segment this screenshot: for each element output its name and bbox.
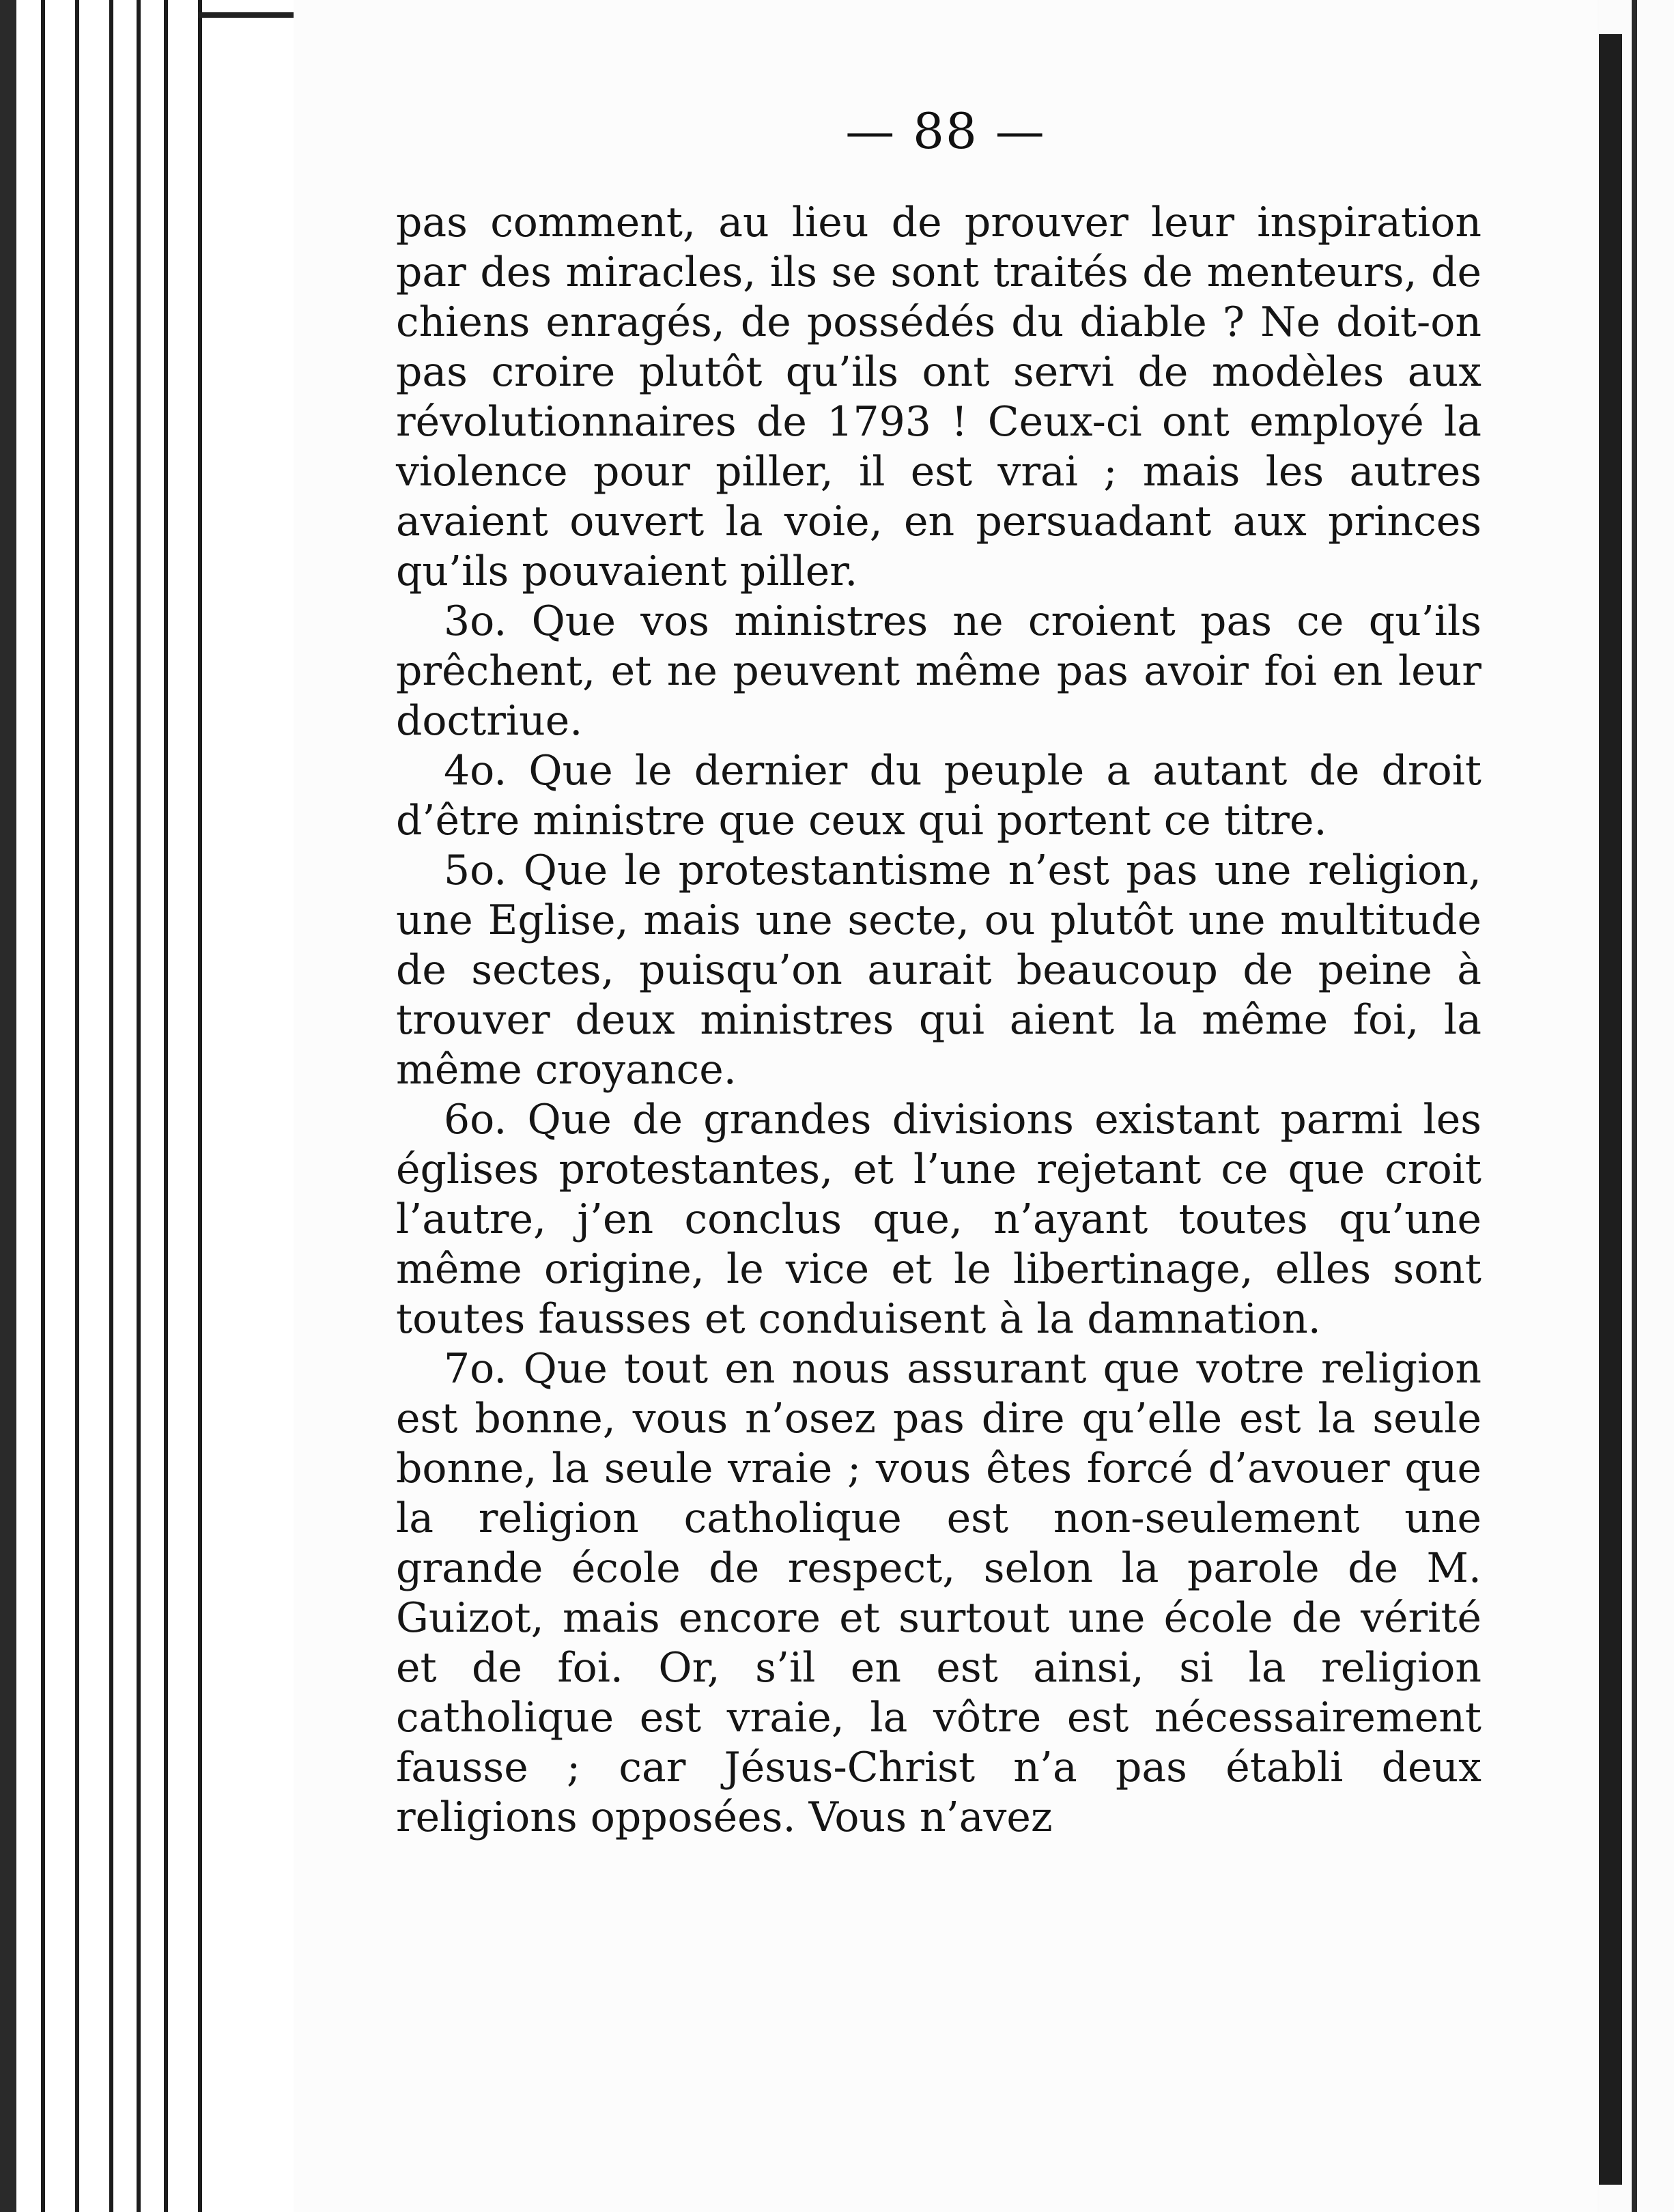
page-leaf-edge xyxy=(75,0,79,2212)
paragraph: 6o. Que de grandes divisions existant parmi les églises protestantes, et l’une rejetant ce que croit l’autre, j’en conclus que, n’ayant toutes qu’une même origine, le vice et le libertinage, elles sont toutes fausses et conduisent à la damnation. xyxy=(396,1096,1481,1343)
page-sheet xyxy=(294,0,1598,2212)
right-binding-edge xyxy=(1599,0,1674,2212)
page-leaf-edge xyxy=(41,0,45,2212)
page-leaf-edge xyxy=(109,0,113,2212)
page-body-text xyxy=(396,198,1481,1843)
page-leaf-edge xyxy=(198,0,202,2212)
page-leaf-edge xyxy=(164,0,168,2212)
paragraph: 3o. Que vos ministres ne croient pas ce qu’ils prêchent, et ne peuvent même pas avoir foi en leur doctriue. xyxy=(396,597,1481,745)
paragraph: 7o. Que tout en nous assurant que votre religion est bonne, vous n’osez pas dire qu’elle est la seule bonne, la seule vraie ; vous êtes forcé d’avouer que la religion catholique est non-seulement une grande école de respect, selon la parole de M. Guizot, mais encore et surtout une école de vérité et de foi. Or, s’il en est ainsi, si la religion catholique est vraie, la vôtre est nécessairement fausse ; car Jésus-Christ n’a pas établi deux religions opposées. Vous n’avez xyxy=(396,1345,1481,1841)
page-leaf-edge xyxy=(137,0,141,2212)
binding-line xyxy=(1632,0,1637,2212)
paragraph: pas comment, au lieu de prouver leur inspiration par des miracles, ils se sont traités de menteurs, de chiens enragés, de possédés du diable ? Ne doit-on pas croire plutôt qu’ils ont servi de modèles aux révolutionnaires de 1793 ! Ceux-ci ont employé la violence pour piller, il est vrai ; mais les autres avaient ouvert la voie, en persuadant aux princes qu’ils pouvaient piller. xyxy=(396,199,1481,595)
paragraph: 4o. Que le dernier du peuple a autant de droit d’être ministre que ceux qui portent ce titre. xyxy=(396,747,1481,845)
page-number: — 88 — xyxy=(845,102,1046,160)
paragraph: 5o. Que le protestantisme n’est pas une religion, une Eglise, mais une secte, ou plutôt une multitude de sectes, puisqu’on aurait beaucoup de peine à trouver deux ministres qui aient la même foi, la même croyance. xyxy=(396,847,1481,1094)
stacked-page-edges xyxy=(0,0,294,2212)
binding-shadow xyxy=(1599,34,1622,2185)
